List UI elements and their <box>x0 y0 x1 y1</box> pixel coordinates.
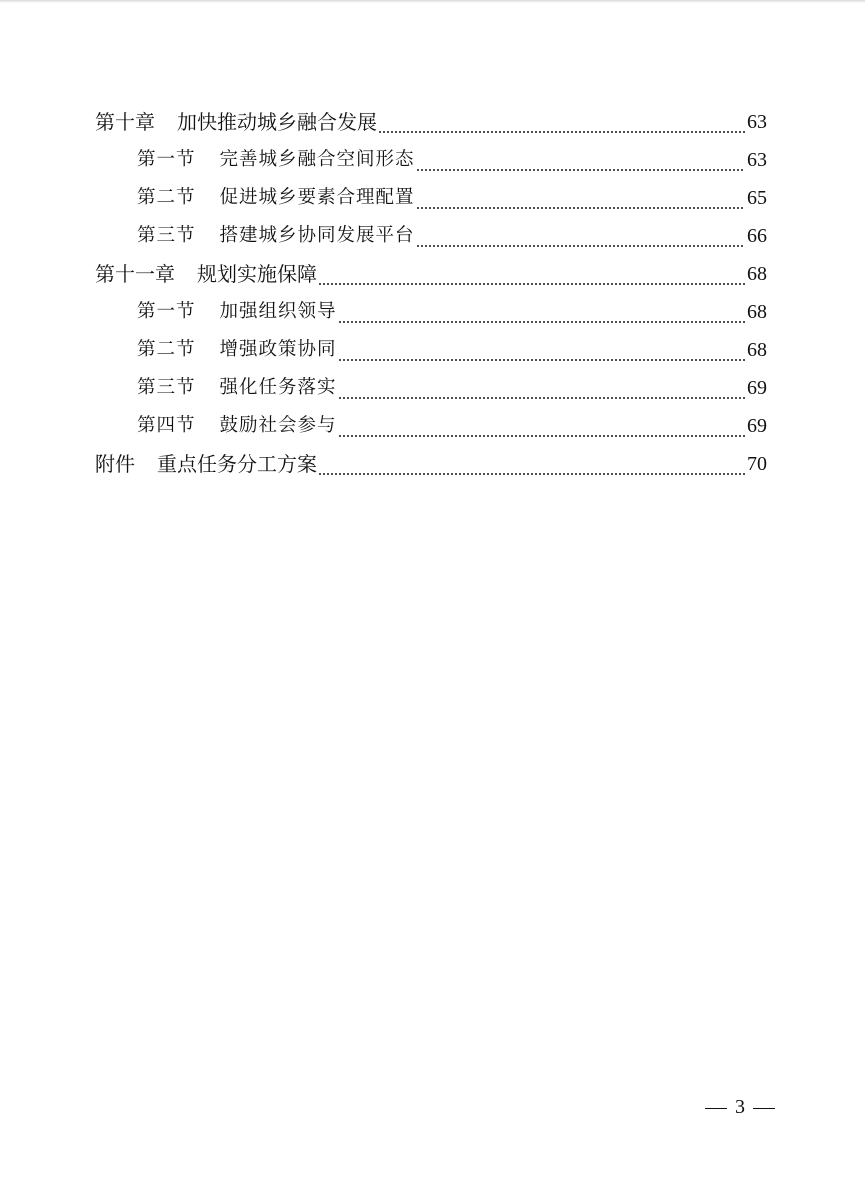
table-of-contents <box>95 103 767 483</box>
toc-entry-title: 规划实施保障 <box>197 262 317 286</box>
toc-entry-number: 第一节 <box>137 301 196 322</box>
toc-entry-title: 加快推动城乡融合发展 <box>177 110 377 134</box>
toc-entry-appendix[interactable] <box>95 445 767 483</box>
toc-entry-number: 第十一章 <box>95 262 175 286</box>
toc-entry-page: 66 <box>747 225 767 247</box>
toc-leader-dots <box>416 217 745 255</box>
toc-entry-page: 63 <box>747 149 767 171</box>
toc-entry-number: 第二节 <box>137 187 196 208</box>
toc-leader-dots <box>338 369 745 407</box>
toc-entry-title: 完善城乡融合空间形态 <box>219 149 415 170</box>
toc-entry-number: 第三节 <box>137 225 196 246</box>
toc-entry-section[interactable] <box>95 369 767 407</box>
toc-entry-number: 第十章 <box>95 110 155 134</box>
toc-leader-dots <box>338 293 745 331</box>
toc-entry-title: 鼓励社会参与 <box>219 415 337 436</box>
toc-entry-section[interactable] <box>95 141 767 179</box>
toc-entry-title: 促进城乡要素合理配置 <box>219 187 415 208</box>
toc-entry-section[interactable] <box>95 179 767 217</box>
toc-leader-dots <box>338 407 745 445</box>
toc-entry-section[interactable] <box>95 217 767 255</box>
toc-entry-number: 第三节 <box>137 377 196 398</box>
em-dash-left <box>705 1108 727 1109</box>
em-dash-right <box>753 1108 775 1109</box>
page-footer <box>697 1096 783 1119</box>
toc-entry-section[interactable] <box>95 407 767 445</box>
toc-entry-title: 增强政策协同 <box>219 339 337 360</box>
page-number: 3 <box>735 1096 745 1118</box>
toc-entry-page: 63 <box>747 111 767 133</box>
toc-entry-number: 附件 <box>95 452 135 476</box>
toc-entry-title: 加强组织领导 <box>219 301 337 322</box>
toc-entry-title: 重点任务分工方案 <box>157 452 317 476</box>
toc-leader-dots <box>416 179 745 217</box>
toc-leader-dots <box>318 255 745 293</box>
toc-entry-page: 68 <box>747 263 767 285</box>
toc-entry-title: 搭建城乡协同发展平台 <box>219 225 415 246</box>
toc-entry-chapter-10[interactable] <box>95 103 767 141</box>
toc-entry-section[interactable] <box>95 331 767 369</box>
toc-entry-page: 68 <box>747 339 767 361</box>
toc-leader-dots <box>318 445 745 483</box>
toc-leader-dots <box>378 103 745 141</box>
toc-entry-number: 第一节 <box>137 149 196 170</box>
toc-leader-dots <box>416 141 745 179</box>
toc-entry-number: 第四节 <box>137 415 196 436</box>
toc-entry-page: 69 <box>747 377 767 399</box>
toc-entry-number: 第二节 <box>137 339 196 360</box>
toc-entry-page: 70 <box>747 453 767 475</box>
page-top-shadow <box>0 0 865 3</box>
toc-entry-chapter-11[interactable] <box>95 255 767 293</box>
toc-entry-title: 强化任务落实 <box>219 377 337 398</box>
toc-entry-section[interactable] <box>95 293 767 331</box>
toc-entry-page: 65 <box>747 187 767 209</box>
toc-entry-page: 68 <box>747 301 767 323</box>
toc-entry-page: 69 <box>747 415 767 437</box>
toc-leader-dots <box>338 331 745 369</box>
